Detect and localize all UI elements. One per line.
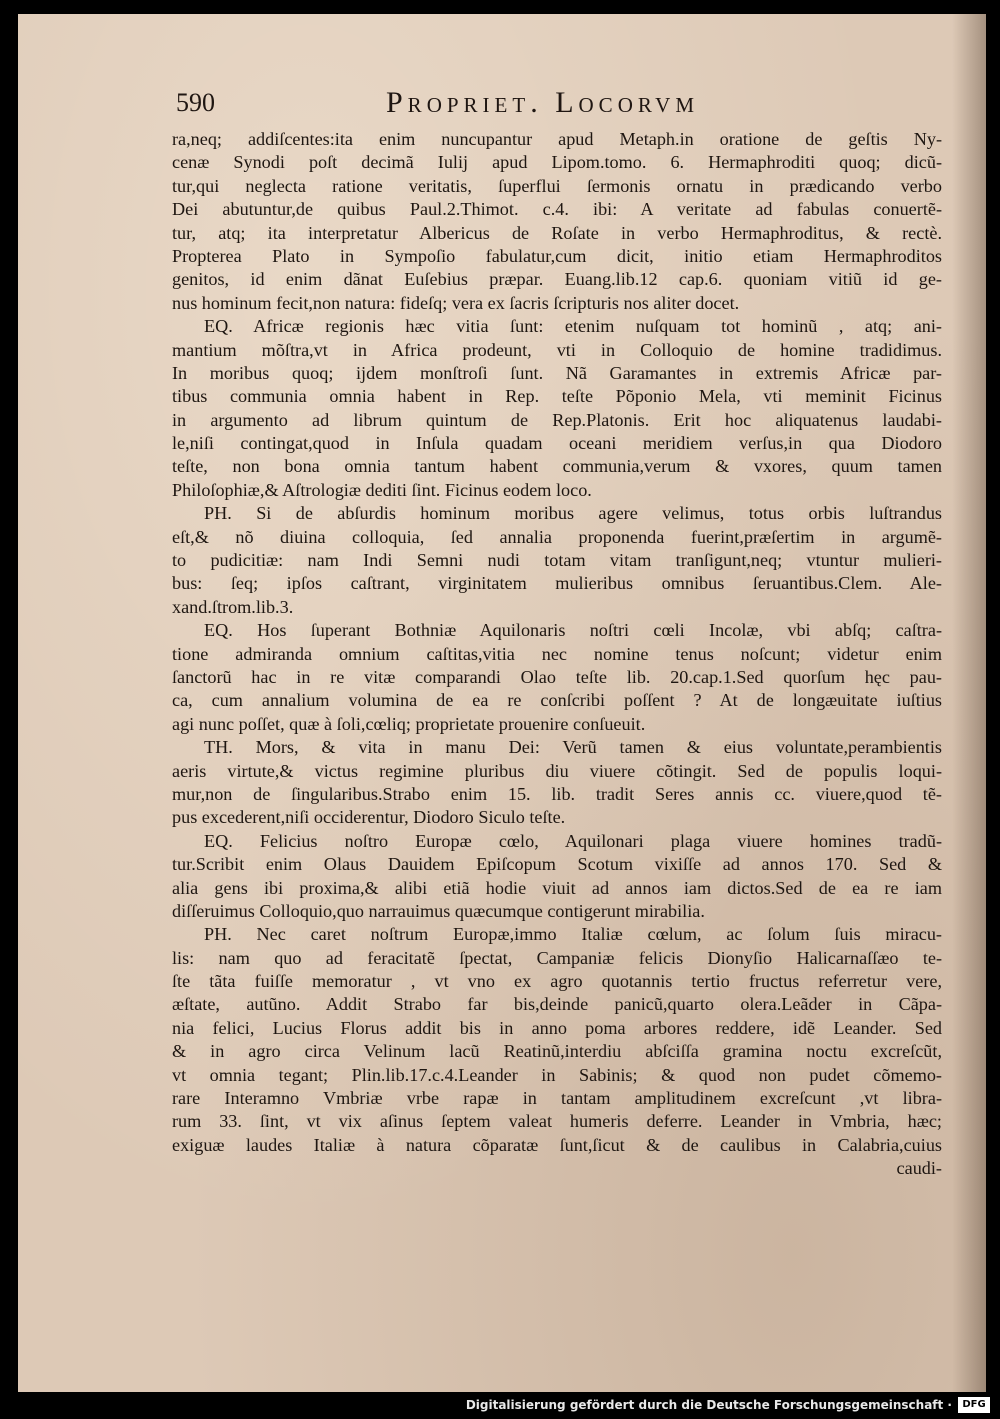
text-line: nus hominum fecit,non natura: fideſq; vera ex ſacris ſcripturis nos aliter docet. xyxy=(172,292,740,313)
speaker-paragraph-start: EQ. Hos ſuperant Bothniæ Aquilonaris noſtri cœli Incolæ, vbi abſq; caſtra- xyxy=(204,620,942,641)
text-line: & in agro circa Velinum lacũ Reatinũ,interdiu abſciſſa gramina noctu excreſcũt, xyxy=(172,1041,942,1062)
text-line: rum 33. ſint, vt vix aſinus ſeptem valeat humeris deferre. Leander in Vmbria, hæc; xyxy=(172,1111,942,1132)
page-header xyxy=(176,84,956,124)
text-line: Propterea Plato in Sympoſio fabulatur,cum dicit, initio etiam Hermaphroditos xyxy=(172,245,942,266)
speaker-paragraph-start: EQ. Africæ regionis hæc vitia ſunt: etenim nuſquam tot hominũ , atq; ani- xyxy=(204,316,942,337)
digitization-footer xyxy=(0,1392,1000,1419)
page-edge-shadow xyxy=(952,14,986,1392)
text-line: genitos, id enim dãnat Euſebius præpar. Euang.lib.12 cap.6. quoniam vitiũ id ge- xyxy=(172,269,942,290)
text-line: ca, cum annalium volumina de ea re conſcribi poſſent ? At de longæuitate iuſtius xyxy=(172,690,942,711)
text-line: eſt,& nõ diuina colloquia, ſed annalia proponenda fuerint,præſertim in argumẽ- xyxy=(172,526,942,547)
text-line: xand.ſtrom.lib.3. xyxy=(172,596,294,617)
text-line: ſte tãta fuiſſe memoratur , vt vno ex agro quotannis tertio fructus referretur vere, xyxy=(172,971,942,992)
text-line: bus: ſeq; ipſos caſtrant, virginitatem mulieribus omnibus ſeruantibus.Clem. Ale- xyxy=(172,573,942,594)
funding-credit: Digitalisierung gefördert durch die Deutsche Forschungsgemeinschaft · xyxy=(465,1398,952,1412)
text-line: le,niſi contingat,quod in Inſula quadam oceani meridiem verſus,in qua Diodoro xyxy=(172,433,942,454)
text-line: mur,non de ſingularibus.Strabo enim 15. lib. tradit Seres annis cc. viuere,quod tẽ- xyxy=(172,783,942,804)
text-line: tur.Scribit enim Olaus Dauidem Epiſcopum Scotum vixiſſe ad annos 170. Sed & xyxy=(172,854,942,875)
body-text xyxy=(172,128,942,1181)
text-line: vt omnia tegant; Plin.lib.17.c.4.Leander in Sabinis; & quod non pudet cõmemo- xyxy=(172,1064,942,1085)
text-line: rare Interamno Vmbriæ vrbe rapæ in tantam amplitudinem excreſcunt ,vt libra- xyxy=(172,1088,942,1109)
text-line: Dei abutuntur,de quibus Paul.2.Thimot. c.4. ibi: A veritate ad fabulas conuertẽ- xyxy=(172,199,942,220)
text-line: lis: nam quo ad feracitatẽ ſpectat, Campaniæ felicis Dionyſio Halicarnaſſæo te- xyxy=(172,947,942,968)
text-line: in argumento ad librum quintum de Rep.Platonis. Erit hoc aliquatenus laudabi- xyxy=(172,409,942,430)
speaker-paragraph-start: TH. Mors, & vita in manu Dei: Verũ tamen & eius voluntate,perambientis xyxy=(204,737,942,758)
speaker-paragraph-start: PH. Si de abſurdis hominum moribus agere velimus, totus orbis luſtrandus xyxy=(204,503,942,524)
text-line: tur,qui neglecta ratione veritatis, ſuperflui ſermonis ornatu in prædicando verbo xyxy=(172,175,942,196)
book-page xyxy=(18,14,986,1392)
text-line: pus excederent,niſi occiderentur, Diodoro Siculo teſte. xyxy=(172,807,566,828)
text-line: nia felici, Lucius Florus addit bis in anno poma arbores reddere, idẽ Leander. Sed xyxy=(172,1017,942,1038)
text-line: exiguæ laudes Italiæ à natura cõparatæ ſunt,ſicut & de caulibus in Calabria,cuius xyxy=(172,1134,942,1155)
text-line: to pudicitiæ: nam Indi Semni nudi totam vitam tranſigunt,neq; vtuntur mulieri- xyxy=(172,550,942,571)
speaker-paragraph-start: PH. Nec caret noſtrum Europæ,immo Italiæ cœlum, ac ſolum ſuis miracu- xyxy=(204,924,942,945)
text-line: Philoſophiæ,& Aſtrologiæ dediti ſint. Ficinus eodem loco. xyxy=(172,479,592,500)
text-line: tibus communia omnia habent in Rep. teſte Põponio Mela, vti meminit Ficinus xyxy=(172,386,942,407)
dfg-logo: DFG xyxy=(958,1397,990,1413)
text-line: teſte, non bona omnia tantum habent communia,verum & vxores, quum tamen xyxy=(172,456,942,477)
text-line: agi nunc poſſet, quæ à ſoli,cœliq; proprietate prouenire conſueuit. xyxy=(172,713,646,734)
text-line: tione admiranda omnium caſtitas,vitia nec nomine tenus noſcunt; videtur enim xyxy=(172,643,942,664)
text-line: aeris virtute,& victus regimine pluribus diu viuere cõtingit. Sed de populis loqui- xyxy=(172,760,942,781)
text-line: diſſeruimus Colloquio,quo narrauimus quæcumque contigerunt mirabilia. xyxy=(172,900,705,921)
speaker-paragraph-start: EQ. Felicius noſtro Europæ cœlo, Aquilonari plaga viuere homines tradũ- xyxy=(204,830,942,851)
text-line: cenæ Synodi poſt decimã Iulij apud Lipom.tomo. 6. Hermaphroditi quoq; dicũ- xyxy=(172,152,942,173)
page-number: 590 xyxy=(176,88,215,117)
text-line: mantium mõſtra,vt in Africa prodeunt, vti in Colloquio de homine tradidimus. xyxy=(172,339,942,360)
text-line: ſanctorũ hac in re vitæ comparandi Olao teſte lib. 20.cap.1.Sed quorſum hęc pau- xyxy=(172,666,942,687)
text-line: ra,neq; addiſcentes:ita enim nuncupantur apud Metaph.in oratione de geſtis Ny- xyxy=(172,129,942,149)
text-line: alia gens ibi proxima,& alibi etiã hodie viuit ad annos iam dictos.Sed de ea re iam xyxy=(172,877,942,898)
text-line: æſtate, autũno. Addit Strabo far bis,deinde panicũ,quarto olera.Leãder in Cãpa- xyxy=(172,994,942,1015)
catchword: caudi- xyxy=(896,1158,942,1179)
text-line: tur, atq; ita interpretatur Albericus de Roſate in verbo Hermaphroditus, & rectè. xyxy=(172,222,942,243)
running-title: Propriet. Locorvm xyxy=(386,86,700,119)
text-line: In moribus quoq; ijdem monſtroſi ſunt. Nã Garamantes in extremis Africæ par- xyxy=(172,362,942,383)
